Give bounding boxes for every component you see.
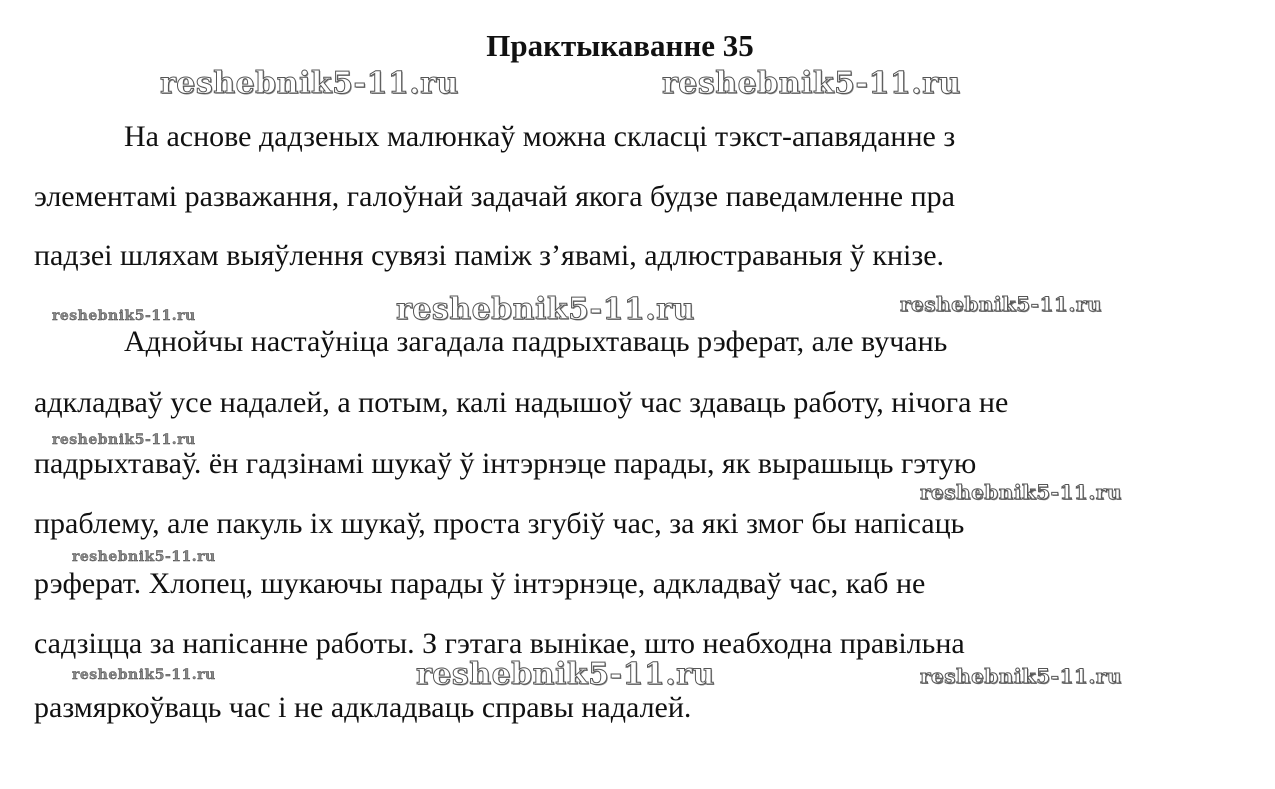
paragraph2-line: падрыхтаваў. ён гадзінамі шукаў ў інтэрнэце парады, як вырашыць гэтую: [34, 447, 977, 480]
watermark: reshebnik5-11.ru: [52, 432, 196, 448]
watermark: reshebnik5-11.ru: [662, 66, 961, 101]
watermark: reshebnik5-11.ru: [900, 292, 1102, 316]
paragraph2-line: размяркоўваць час і не адкладваць справы надалей.: [34, 691, 692, 724]
watermark: reshebnik5-11.ru: [920, 480, 1122, 504]
watermark: reshebnik5-11.ru: [72, 667, 216, 683]
paragraph2-line: адкладваў усе надалей, а потым, калі надышоў час здаваць работу, нічога не: [34, 386, 1009, 419]
watermark: reshebnik5-11.ru: [396, 292, 695, 327]
watermark: reshebnik5-11.ru: [72, 549, 216, 565]
page-title: Практыкаванне 35: [486, 28, 754, 63]
paragraph1-line: падзеі шляхам выяўлення сувязі паміж з’явамі, адлюстраваныя ў кнізе.: [34, 239, 945, 272]
watermark: reshebnik5-11.ru: [920, 664, 1122, 688]
watermark: reshebnik5-11.ru: [160, 66, 459, 101]
paragraph2-line: праблему, але пакуль іх шукаў, проста згубіў час, за які змог бы напісаць: [34, 507, 965, 540]
paragraph1-line: На аснове дадзеных малюнкаў можна скласці тэкст-апавяданне з: [124, 120, 956, 153]
watermark: reshebnik5-11.ru: [52, 308, 196, 324]
paragraph1-line: элементамі разважання, галоўнай задачай якога будзе паведамленне пра: [34, 180, 955, 213]
watermark: reshebnik5-11.ru: [416, 657, 715, 692]
paragraph2-line: рэферат. Хлопец, шукаючы парады ў інтэрнэце, адкладваў час, каб не: [34, 567, 926, 600]
paragraph2-line: Аднойчы настаўніца загадала падрыхтаваць рэферат, але вучань: [124, 325, 948, 358]
paragraph2-line: садзіцца за напісанне работы. З гэтага вынікае, што неабходна правільна: [34, 627, 965, 660]
